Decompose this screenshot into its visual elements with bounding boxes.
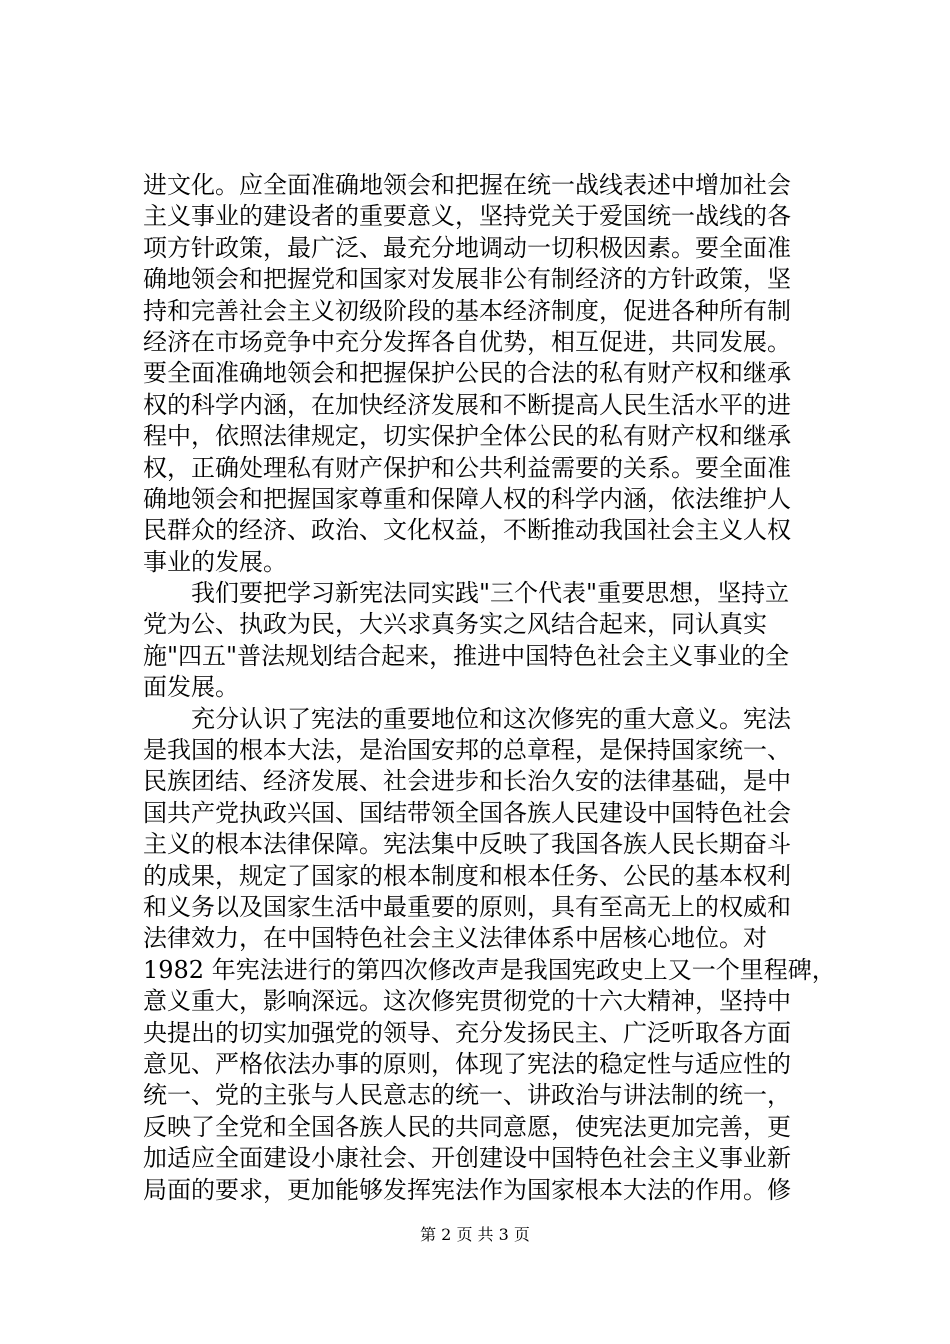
text-line: 进文化。应全面准确地领会和把握在统一战线表述中增加社会 bbox=[143, 171, 791, 199]
text-line: 确地领会和把握党和国家对发展非公有制经济的方针政策，坚 bbox=[143, 265, 791, 294]
text-line: 程中，依照法律规定，切实保护全体公民的私有财产权和继承 bbox=[143, 422, 791, 451]
text-line: 局面的要求，更加能够发挥宪法作为国家根本大法的作用。修 bbox=[143, 1175, 791, 1204]
text-line: 国共产党执政兴国、国结带领全国各族人民建设中国特色社会 bbox=[143, 798, 791, 827]
text-line: 意见、严格依法办事的原则，体现了宪法的稳定性与适应性的 bbox=[143, 1049, 791, 1078]
text-line: 法律效力，在中国特色社会主义法律体系中居核心地位。对 bbox=[143, 924, 767, 953]
text-line: 我们要把学习新宪法同实践"三个代表"重要思想，坚持立 bbox=[143, 579, 790, 608]
page-footer: 第 2 页 共 3 页 bbox=[420, 1225, 530, 1244]
text-line: 央提出的切实加强党的领导、充分发扬民主、广泛听取各方面 bbox=[143, 1018, 791, 1047]
text-line: 项方针政策，最广泛、最充分地调动一切积极因素。要全面准 bbox=[143, 233, 791, 262]
text-line: 充分认识了宪法的重要地位和这次修宪的重大意义。宪法 bbox=[143, 704, 791, 733]
text-line: 民族团结、经济发展、社会进步和长治久安的法律基础，是中 bbox=[143, 767, 791, 796]
text-line: 1982 年宪法进行的第四次修改声是我国宪政史上又一个里程碑， bbox=[143, 955, 836, 984]
text-line: 经济在市场竞争中充分发挥各自优势，相互促进，共同发展。 bbox=[143, 327, 791, 356]
text-line: 统一、党的主张与人民意志的统一、讲政治与讲法制的统一， bbox=[143, 1081, 791, 1110]
text-line: 施"四五"普法规划结合起来，推进中国特色社会主义事业的全 bbox=[143, 641, 790, 670]
text-line: 反映了全党和全国各族人民的共同意愿，使宪法更加完善，更 bbox=[143, 1112, 791, 1141]
text-line: 权，正确处理私有财产保护和公共利益需要的关系。要全面准 bbox=[143, 453, 791, 482]
text-line: 民群众的经济、政治、文化权益，不断推动我国社会主义人权 bbox=[143, 516, 791, 545]
text-line: 主义事业的建设者的重要意义，坚持党关于爱国统一战线的各 bbox=[143, 202, 791, 231]
text-line: 和义务以及国家生活中最重要的原则，具有至高无上的权威和 bbox=[143, 892, 791, 921]
text-line: 事业的发展。 bbox=[143, 547, 287, 576]
text-line: 主义的根本法律保障。宪法集中反映了我国各族人民长期奋斗 bbox=[143, 830, 791, 859]
text-line: 权的科学内涵，在加快经济发展和不断提高人民生活水平的进 bbox=[143, 390, 791, 419]
text-line: 是我国的根本大法，是治国安邦的总章程，是保持国家统一、 bbox=[143, 736, 791, 765]
text-line: 面发展。 bbox=[143, 673, 239, 702]
text-line: 党为公、执政为民，大兴求真务实之风结合起来，同认真实 bbox=[143, 610, 767, 639]
text-line: 确地领会和把握国家尊重和保障人权的科学内涵，依法维护人 bbox=[143, 484, 791, 513]
text-line: 的成果，规定了国家的根本制度和根本任务、公民的基本权利 bbox=[143, 861, 791, 890]
text-line: 持和完善社会主义初级阶段的基本经济制度，促进各种所有制 bbox=[143, 296, 791, 325]
text-line: 意义重大，影响深远。这次修宪贯彻党的十六大精神，坚持中 bbox=[143, 987, 791, 1016]
body-text bbox=[143, 170, 843, 1206]
text-line: 加适应全面建设小康社会、开创建设中国特色社会主义事业新 bbox=[143, 1144, 791, 1173]
text-line: 要全面准确地领会和把握保护公民的合法的私有财产权和继承 bbox=[143, 359, 791, 388]
